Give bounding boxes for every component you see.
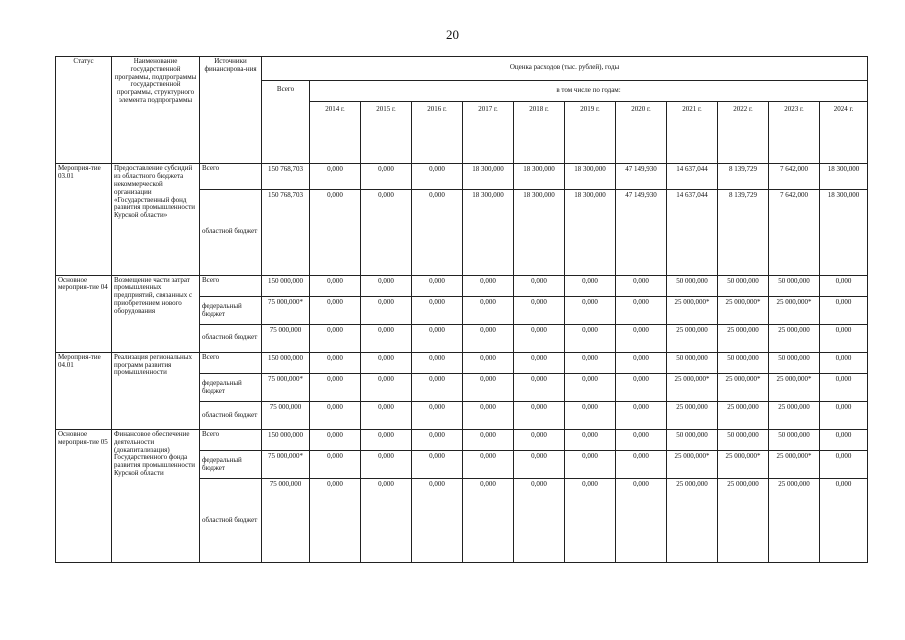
year-value-cell: 0,000	[820, 402, 868, 430]
source-cell: областной бюджет	[200, 402, 262, 430]
year-value-cell: 0,000	[361, 324, 412, 352]
year-value-cell: 18 300,000	[820, 164, 868, 190]
year-value-cell: 0,000	[565, 429, 616, 450]
year-value-cell: 0,000	[412, 352, 463, 373]
year-value-cell: 18 300,000	[565, 189, 616, 275]
header-year: 2022 г.	[718, 102, 769, 164]
year-value-cell: 8 139,729	[718, 164, 769, 190]
budget-table	[55, 56, 868, 563]
status-cell: Основное мероприя-тие 04	[56, 275, 112, 352]
header-year: 2015 г.	[361, 102, 412, 164]
year-value-cell: 0,000	[820, 275, 868, 296]
year-value-cell: 47 149,930	[616, 189, 667, 275]
year-value-cell: 0,000	[820, 324, 868, 352]
year-value-cell: 0,000	[616, 402, 667, 430]
source-cell: областной бюджет	[200, 324, 262, 352]
year-value-cell: 0,000	[463, 352, 514, 373]
header-year: 2021 г.	[667, 102, 718, 164]
year-value-cell: 0,000	[616, 429, 667, 450]
year-value-cell: 0,000	[361, 451, 412, 479]
year-value-cell: 0,000	[616, 374, 667, 402]
header-year: 2019 г.	[565, 102, 616, 164]
total-cell: 150 000,000	[262, 275, 310, 296]
year-value-cell: 25 000,000*	[667, 297, 718, 325]
year-value-cell: 0,000	[412, 429, 463, 450]
year-value-cell: 25 000,000*	[769, 374, 820, 402]
header-year: 2018 г.	[514, 102, 565, 164]
source-cell: областной бюджет	[200, 189, 262, 275]
year-value-cell: 0,000	[463, 479, 514, 563]
source-cell: Всего	[200, 164, 262, 190]
year-value-cell: 0,000	[412, 451, 463, 479]
year-value-cell: 50 000,000	[718, 352, 769, 373]
year-value-cell: 25 000,000*	[667, 451, 718, 479]
year-value-cell: 25 000,000	[667, 324, 718, 352]
year-value-cell: 50 000,000	[718, 429, 769, 450]
year-value-cell: 18 300,000	[514, 164, 565, 190]
program-name-cell: Предоставление субсидий из областного бюджета некоммерческой организации «Государственный фонд развития промышленности Курской области»	[112, 164, 200, 275]
year-value-cell: 18 300,000	[514, 189, 565, 275]
total-cell: 150 000,000	[262, 429, 310, 450]
header-total: Всего	[262, 80, 310, 164]
year-value-cell: 0,000	[310, 352, 361, 373]
table-row	[56, 164, 868, 190]
year-value-cell: 7 642,000	[769, 164, 820, 190]
year-value-cell: 0,000	[310, 324, 361, 352]
year-value-cell: 0,000	[820, 479, 868, 563]
table-row	[56, 429, 868, 450]
year-value-cell: 0,000	[514, 451, 565, 479]
year-value-cell: 0,000	[616, 451, 667, 479]
program-name-cell: Реализация региональных программ развития промышленности	[112, 352, 200, 429]
year-value-cell: 50 000,000	[667, 429, 718, 450]
year-value-cell: 0,000	[463, 297, 514, 325]
year-value-cell: 25 000,000*	[718, 297, 769, 325]
year-value-cell: 0,000	[514, 324, 565, 352]
year-value-cell: 18 300,000	[463, 189, 514, 275]
year-value-cell: 0,000	[361, 374, 412, 402]
header-status: Статус	[56, 57, 112, 164]
year-value-cell: 0,000	[565, 402, 616, 430]
year-value-cell: 7 642,000	[769, 189, 820, 275]
year-value-cell: 0,000	[412, 164, 463, 190]
year-value-cell: 0,000	[310, 429, 361, 450]
year-value-cell: 0,000	[310, 479, 361, 563]
total-cell: 150 768,703	[262, 189, 310, 275]
status-cell: Основное мероприя-тие 05	[56, 429, 112, 562]
year-value-cell: 50 000,000	[769, 429, 820, 450]
year-value-cell: 0,000	[412, 374, 463, 402]
year-value-cell: 50 000,000	[667, 352, 718, 373]
total-cell: 150 000,000	[262, 352, 310, 373]
year-value-cell: 0,000	[463, 451, 514, 479]
year-value-cell: 25 000,000*	[769, 451, 820, 479]
year-value-cell: 0,000	[310, 451, 361, 479]
year-value-cell: 0,000	[616, 297, 667, 325]
year-value-cell: 25 000,000*	[718, 374, 769, 402]
year-value-cell: 0,000	[616, 479, 667, 563]
year-value-cell: 0,000	[310, 164, 361, 190]
year-value-cell: 0,000	[565, 451, 616, 479]
year-value-cell: 0,000	[616, 275, 667, 296]
year-value-cell: 0,000	[310, 402, 361, 430]
year-value-cell: 0,000	[463, 429, 514, 450]
program-name-cell: Возмещение части затрат промышленных предприятий, связанных с приобретением нового оборудования	[112, 275, 200, 352]
year-value-cell: 18 300,000	[820, 189, 868, 275]
header-year: 2017 г.	[463, 102, 514, 164]
table-row	[56, 275, 868, 296]
year-value-cell: 0,000	[412, 297, 463, 325]
year-value-cell: 0,000	[463, 275, 514, 296]
year-value-cell: 0,000	[463, 402, 514, 430]
year-value-cell: 8 139,729	[718, 189, 769, 275]
year-value-cell: 0,000	[361, 275, 412, 296]
year-value-cell: 25 000,000	[667, 402, 718, 430]
header-year: 2023 г.	[769, 102, 820, 164]
year-value-cell: 0,000	[565, 479, 616, 563]
header-expenses: Оценка расходов (тыс. рублей), годы	[262, 57, 868, 81]
source-cell: федеральный бюджет	[200, 374, 262, 402]
source-cell: областной бюджет	[200, 479, 262, 563]
year-value-cell: 50 000,000	[769, 352, 820, 373]
header-year: 2014 г.	[310, 102, 361, 164]
year-value-cell: 0,000	[310, 374, 361, 402]
year-value-cell: 0,000	[565, 324, 616, 352]
year-value-cell: 0,000	[361, 479, 412, 563]
year-value-cell: 0,000	[412, 189, 463, 275]
year-value-cell: 0,000	[361, 164, 412, 190]
program-name-cell: Финансовое обеспечение деятельности (докапитализация) Государственного фонда развития промышленности Курской области	[112, 429, 200, 562]
year-value-cell: 0,000	[310, 189, 361, 275]
year-value-cell: 0,000	[514, 297, 565, 325]
header-year: 2020 г.	[616, 102, 667, 164]
year-value-cell: 0,000	[361, 429, 412, 450]
page-number: 20	[446, 27, 459, 42]
year-value-cell: 50 000,000	[718, 275, 769, 296]
total-cell: 75 000,000*	[262, 451, 310, 479]
source-cell: федеральный бюджет	[200, 297, 262, 325]
year-value-cell: 25 000,000	[769, 324, 820, 352]
total-cell: 75 000,000*	[262, 297, 310, 325]
year-value-cell: 0,000	[565, 275, 616, 296]
year-value-cell: 0,000	[463, 374, 514, 402]
year-value-cell: 0,000	[361, 352, 412, 373]
year-value-cell: 0,000	[565, 352, 616, 373]
year-value-cell: 0,000	[820, 352, 868, 373]
total-cell: 150 768,703	[262, 164, 310, 190]
source-cell: Всего	[200, 352, 262, 373]
total-cell: 75 000,000*	[262, 374, 310, 402]
year-value-cell: 0,000	[361, 297, 412, 325]
year-value-cell: 25 000,000*	[769, 297, 820, 325]
year-value-cell: 0,000	[820, 429, 868, 450]
year-value-cell: 25 000,000	[769, 402, 820, 430]
year-value-cell: 25 000,000	[718, 402, 769, 430]
year-value-cell: 25 000,000	[769, 479, 820, 563]
year-value-cell: 25 000,000	[718, 479, 769, 563]
total-cell: 75 000,000	[262, 324, 310, 352]
year-value-cell: 50 000,000	[769, 275, 820, 296]
year-value-cell: 14 637,044	[667, 189, 718, 275]
year-value-cell: 0,000	[310, 297, 361, 325]
year-value-cell: 25 000,000	[667, 479, 718, 563]
year-value-cell: 0,000	[412, 275, 463, 296]
year-value-cell: 0,000	[820, 451, 868, 479]
source-cell: Всего	[200, 275, 262, 296]
total-cell: 75 000,000	[262, 479, 310, 563]
year-value-cell: 0,000	[412, 402, 463, 430]
year-value-cell: 0,000	[565, 374, 616, 402]
source-cell: федеральный бюджет	[200, 451, 262, 479]
header-source: Источники финансирова-ния	[200, 57, 262, 164]
year-value-cell: 50 000,000	[667, 275, 718, 296]
year-value-cell: 0,000	[514, 479, 565, 563]
year-value-cell: 25 000,000	[718, 324, 769, 352]
year-value-cell: 14 637,044	[667, 164, 718, 190]
year-value-cell: 0,000	[514, 275, 565, 296]
year-value-cell: 0,000	[616, 324, 667, 352]
year-value-cell: 0,000	[820, 297, 868, 325]
status-cell: Мероприя-тие 04.01	[56, 352, 112, 429]
year-value-cell: 0,000	[412, 479, 463, 563]
header-year: 2024 г.	[820, 102, 868, 164]
table-row	[56, 352, 868, 373]
year-value-cell: 0,000	[820, 374, 868, 402]
year-value-cell: 25 000,000*	[667, 374, 718, 402]
year-value-cell: 0,000	[514, 402, 565, 430]
status-cell: Мероприя-тие 03.01	[56, 164, 112, 275]
header-year: 2016 г.	[412, 102, 463, 164]
header-including: в том числе по годам:	[310, 80, 868, 101]
header-name: Наименование государственной программы, подпрограммы государственной программы, структурного элемента подпрограммы	[112, 57, 200, 164]
year-value-cell: 47 149,930	[616, 164, 667, 190]
year-value-cell: 0,000	[463, 324, 514, 352]
year-value-cell: 25 000,000*	[718, 451, 769, 479]
year-value-cell: 0,000	[310, 275, 361, 296]
year-value-cell: 18 300,000	[565, 164, 616, 190]
year-value-cell: 0,000	[514, 429, 565, 450]
year-value-cell: 0,000	[361, 189, 412, 275]
total-cell: 75 000,000	[262, 402, 310, 430]
year-value-cell: 18 300,000	[463, 164, 514, 190]
year-value-cell: 0,000	[565, 297, 616, 325]
source-cell: Всего	[200, 429, 262, 450]
year-value-cell: 0,000	[514, 374, 565, 402]
year-value-cell: 0,000	[361, 402, 412, 430]
year-value-cell: 0,000	[616, 352, 667, 373]
year-value-cell: 0,000	[514, 352, 565, 373]
year-value-cell: 0,000	[412, 324, 463, 352]
